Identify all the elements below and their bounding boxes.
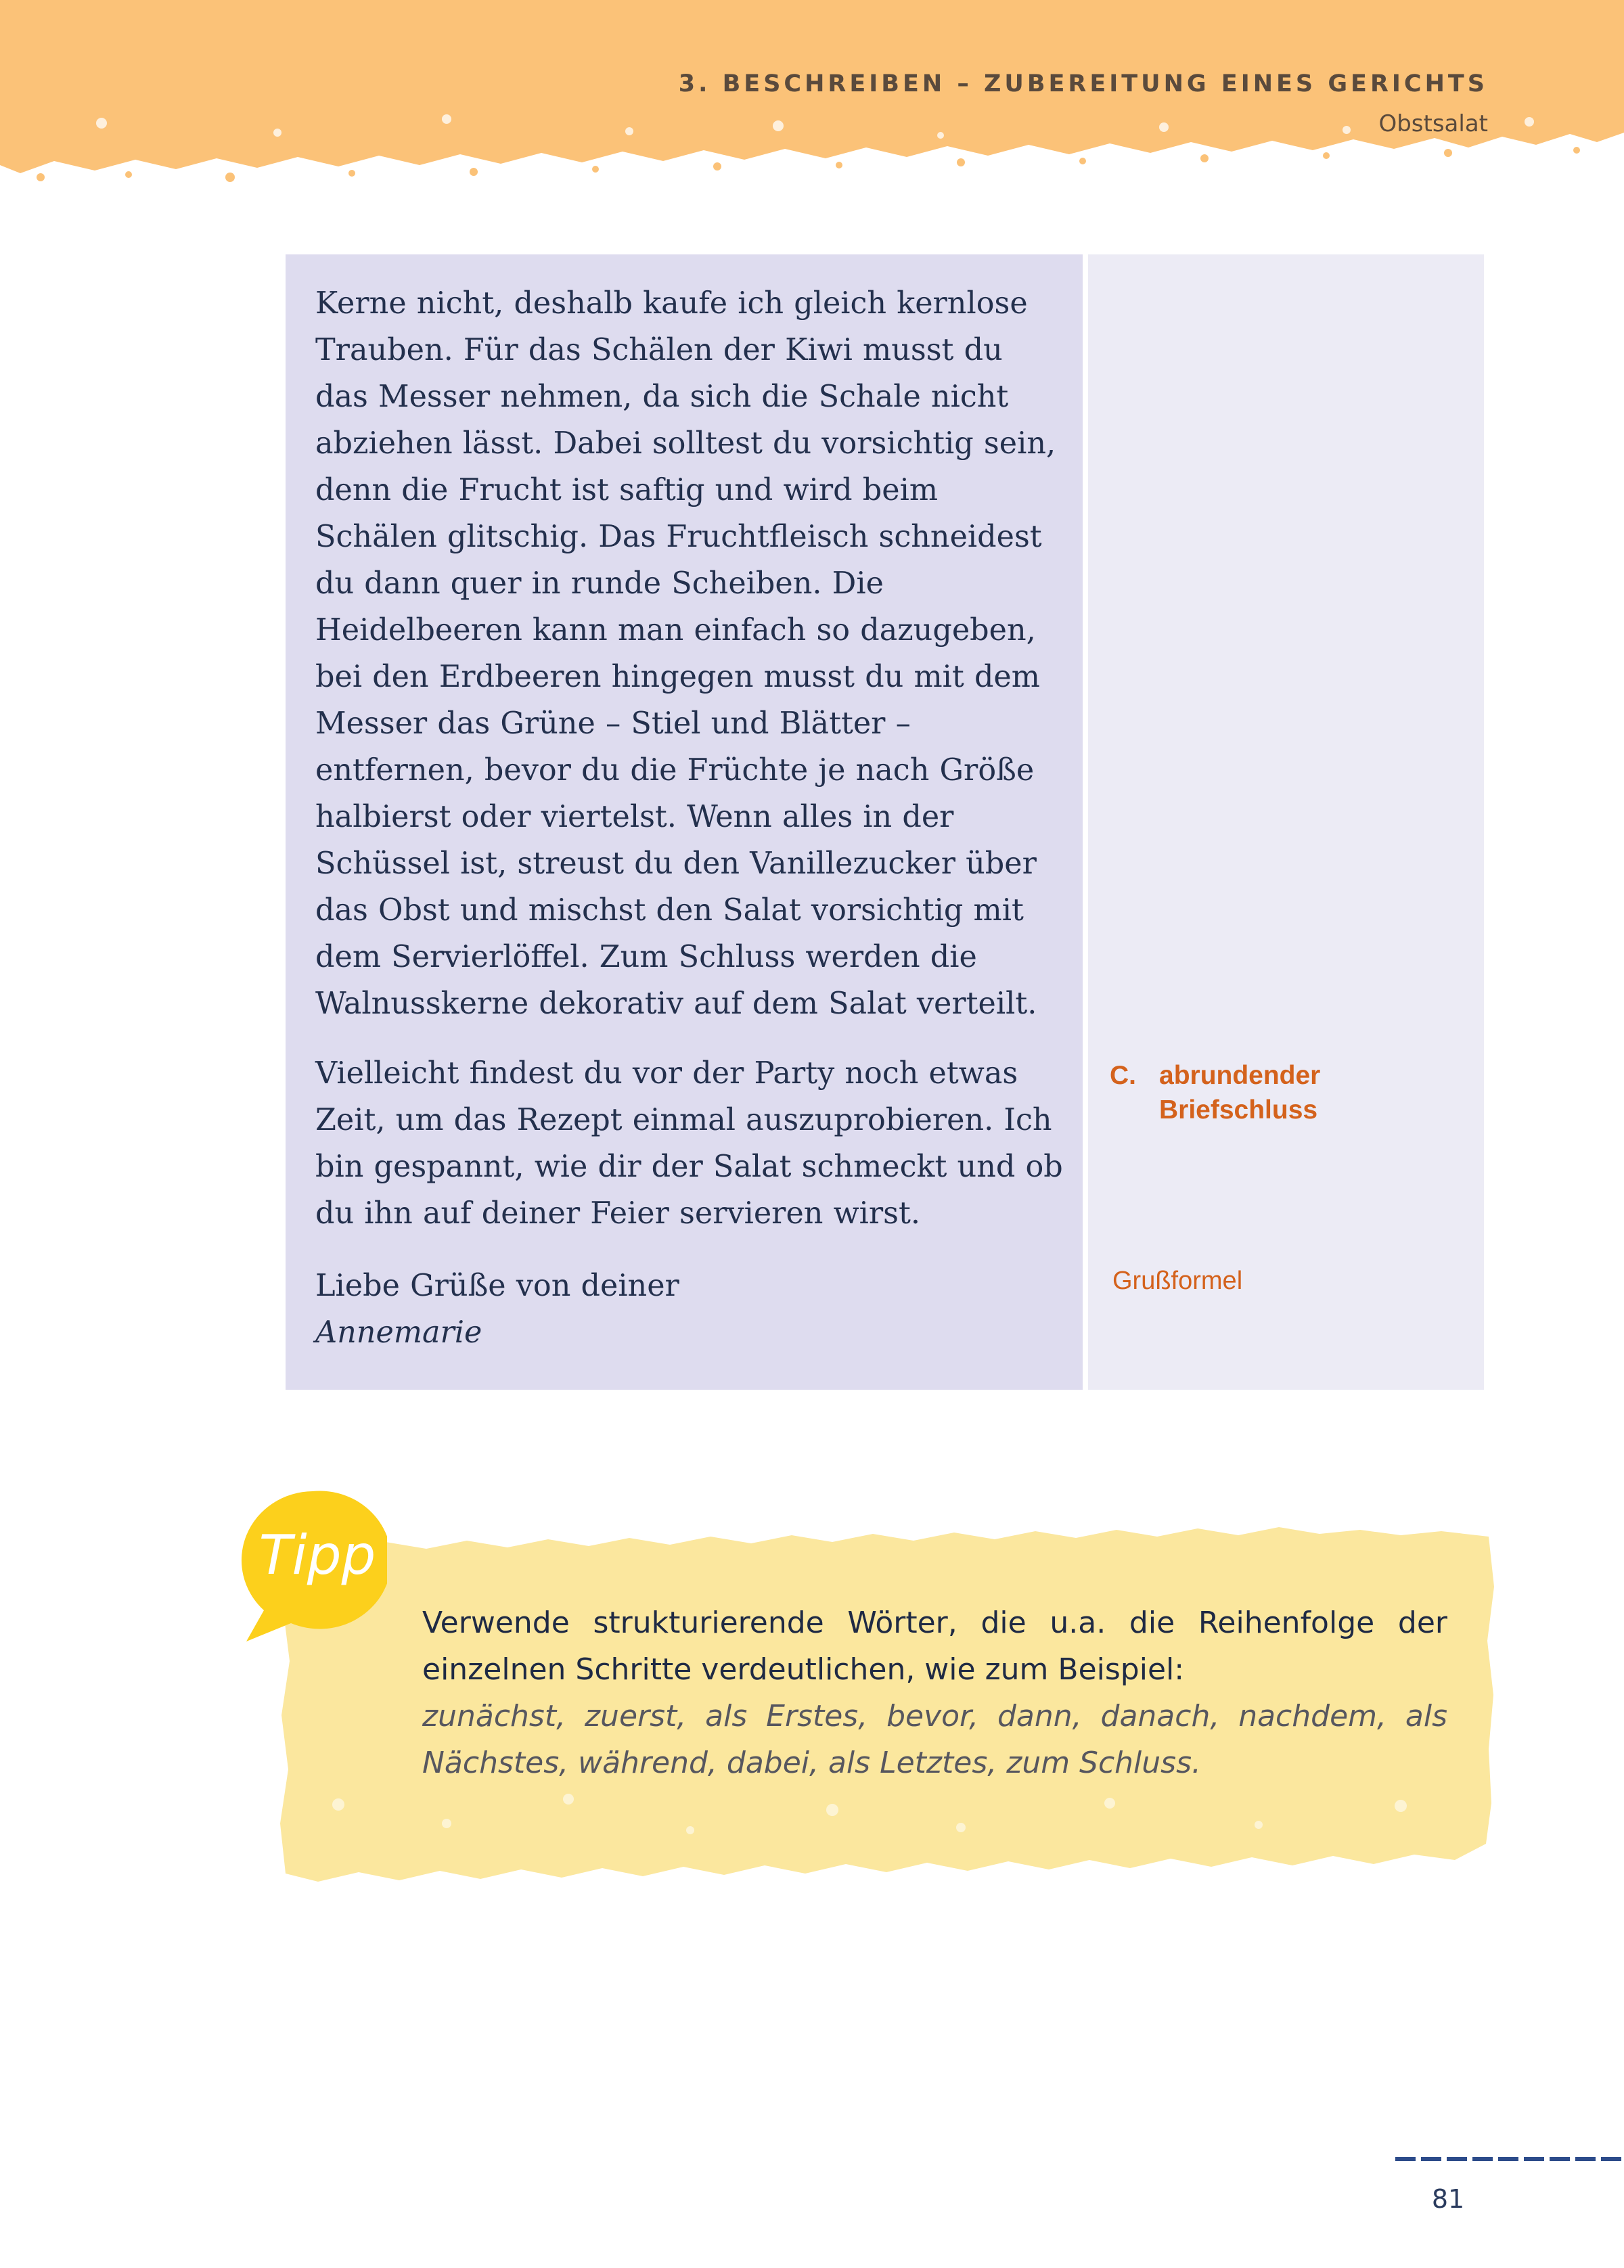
page-number: 81	[1431, 2184, 1465, 2214]
tip-line: einzelnen Schritte verdeutlichen, wie zum Beispiel:	[422, 1652, 1185, 1687]
tip-example-line: Nächstes, während, dabei, als Letztes, zum Schluss.	[422, 1746, 1202, 1780]
annotation-column	[1088, 254, 1484, 1390]
letter-closing: Liebe Grüße von deiner	[315, 1269, 679, 1303]
tip-text	[422, 1600, 1447, 1786]
letter-column	[286, 254, 1083, 1390]
letter-signature: Annemarie	[315, 1315, 482, 1350]
annotation-label: abrundender Briefschluss	[1159, 1061, 1321, 1125]
annotation-greeting: Grußformel	[1112, 1267, 1243, 1295]
header-banner	[0, 0, 1624, 196]
annotation-letter: C.	[1110, 1061, 1136, 1090]
letter-paragraph: Kerne nicht, deshalb kaufe ich gleich kernlose Trauben. Für das Schälen der Kiwi musst du das Messer nehmen, da sich die Schale nicht abziehen lässt. Dabei solltest du vorsichtig sein, denn die Frucht ist saftig und wird beim Schälen glitschig. Das Fruchtfleisch schneidest du dann quer in runde Scheiben. Die Heidelbeeren kann man einfach so dazugeben, bei den Erdbeeren hingegen musst du mit dem Messer das Grüne – Stiel und Blätter – entfernen, bevor du die Früchte je nach Größe halbierst oder viertelst. Wenn alles in der Schüssel ist, streust du den Vanillezucker über das Obst und mischst den Salat vorsichtig mit dem Servierlöffel. Zum Schluss werden die Walnusskerne dekorativ auf dem Salat verteilt.	[315, 286, 1056, 1021]
letter-text	[315, 280, 1064, 1356]
tip-line: Verwende strukturierende Wörter, die u.a. die Reihenfolge der	[422, 1606, 1447, 1640]
chapter-subtitle: Obstsalat	[1378, 110, 1488, 137]
chapter-title: 3. BESCHREIBEN – ZUBEREITUNG EINES GERICHTS	[678, 70, 1488, 97]
footer-rule	[1395, 2154, 1624, 2164]
tip-example-line: zunächst, zuerst, als Erstes, bevor, dann, danach, nachdem, als	[422, 1699, 1447, 1733]
letter-paragraph: Vielleicht findest du vor der Party noch etwas Zeit, um das Rezept einmal auszuprobieren. Ich bin gespannt, wie dir der Salat schmeckt und ob du ihn auf deiner Feier servieren wirst.	[315, 1056, 1063, 1231]
tip-label: Tipp	[258, 1524, 376, 1587]
